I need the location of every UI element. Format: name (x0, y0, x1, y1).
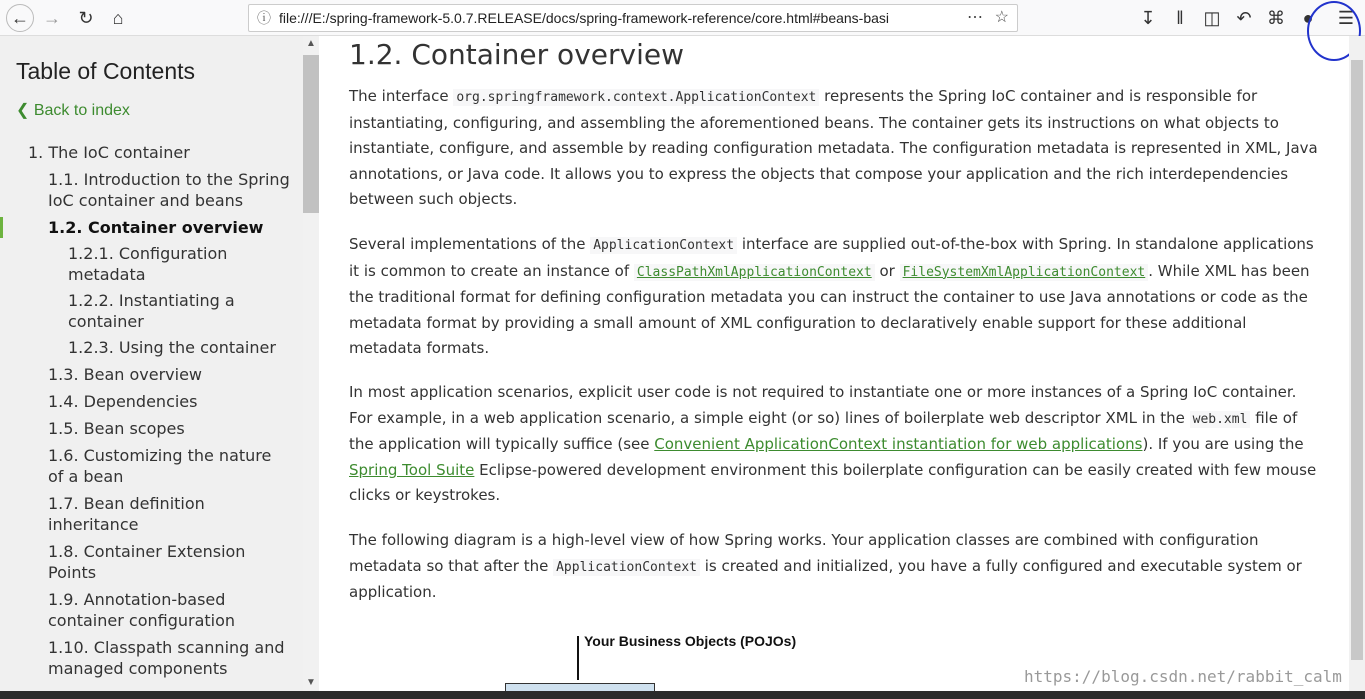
home-icon[interactable]: ⌂ (112, 7, 124, 28)
library-icon[interactable]: ‖ (1176, 7, 1184, 28)
code-link[interactable]: ClassPathXmlApplicationContext (634, 264, 875, 281)
browser-toolbar (0, 0, 1365, 36)
toc-item[interactable]: 1.4. Dependencies (48, 392, 198, 411)
inline-code: web.xml (1190, 411, 1251, 428)
paragraph-3: In most application scenarios, explicit user code is not required to instantiate one or more instances of a Spring IoC container. For example, in a web application scenario, a simple eight (or so) lines of boilerplate web descriptor XML in the web.xml file of the application will typically suffice (see Convenient ApplicationContext instantiation for web applications). If you are using the Spring Tool Suite Eclipse-powered development environment this boilerplate configuration can be easily created with few mouse clicks or keystrokes. (349, 383, 1317, 505)
toc-item[interactable]: 1.2.3. Using the container (68, 338, 276, 357)
toc-item[interactable]: 1.7. Bean definition inheritance (48, 494, 205, 534)
page-scrollbar-thumb[interactable] (1351, 60, 1363, 660)
toc-item[interactable]: 1. The IoC container (28, 143, 190, 162)
diagram-arrow (577, 636, 579, 680)
code-link[interactable]: FileSystemXmlApplicationContext (900, 264, 1149, 281)
toc-sidebar (0, 36, 303, 691)
back-arrow-icon[interactable]: ← (6, 4, 34, 32)
toc-item-active[interactable]: 1.2. Container overview (0, 217, 303, 238)
url-bar[interactable] (248, 4, 1018, 32)
toc-item[interactable]: 1.10. Classpath scanning and managed components (48, 638, 285, 678)
watermark: https://blog.csdn.net/rabbit_calm (1024, 667, 1342, 686)
toc-item[interactable]: 1.2.2. Instantiating a container (68, 291, 235, 331)
sidebar-toggle-icon[interactable]: ◫ (1203, 7, 1221, 28)
download-icon[interactable]: ↧ (1140, 7, 1156, 28)
toc-item[interactable]: 1.8. Container Extension Points (48, 542, 246, 582)
diagram-label: Your Business Objects (POJOs) (584, 633, 797, 649)
inline-code: ApplicationContext (590, 237, 737, 254)
url-text: file:///E:/spring-framework-5.0.7.RELEASE/docs/spring-framework-reference/core.html#beans-basi (279, 10, 890, 26)
toc-item[interactable]: 1.9. Annotation-based container configuration (48, 590, 236, 630)
forward-arrow-icon[interactable]: → (43, 7, 61, 28)
toc-item[interactable]: 1.5. Bean scopes (48, 419, 185, 438)
scroll-up-icon[interactable]: ▲ (306, 38, 316, 49)
toc-item[interactable]: 1.1. Introduction to the Spring IoC container and beans (48, 170, 290, 210)
paragraph-1: The interface org.springframework.context.ApplicationContext represents the Spring IoC container and is responsible for instantiating, configuring, and assembling the aforementioned beans. The container gets its instructions on what objects to instantiate, configure, and assemble by reading configuration metadata. The configuration metadata is represented in XML, Java annotations, or Java code. It allows you to express the objects that compose your application and the rich interdependencies between such objects. (349, 87, 1318, 209)
inline-code: ApplicationContext (553, 559, 700, 576)
section-heading: 1.2. Container overview (349, 38, 684, 71)
sidebar-scrollbar-thumb[interactable] (303, 55, 319, 213)
reload-icon[interactable]: ↻ (78, 7, 94, 28)
chevron-left-icon: ❮ (16, 102, 34, 119)
scroll-down-icon[interactable]: ▼ (306, 677, 316, 688)
menu-icon[interactable]: ☰ (1337, 7, 1355, 28)
toc-title: Table of Contents (16, 58, 196, 84)
extension-icon[interactable]: ● (1302, 7, 1314, 28)
toc-item[interactable]: 1.2.1. Configuration metadata (68, 244, 228, 284)
paragraph-4: The following diagram is a high-level view of how Spring works. Your application classes are combined with configuration metadata so that after the ApplicationContext is created and initialized, you have a fully configured and executable system or application. (349, 531, 1302, 602)
toc-item[interactable]: 1.6. Customizing the nature of a bean (48, 446, 272, 486)
toc-list (0, 142, 303, 679)
spring-tool-suite-link[interactable]: Spring Tool Suite (349, 460, 475, 479)
info-circle-icon[interactable]: ⓘ (257, 10, 271, 26)
taskbar (0, 691, 1365, 699)
back-to-index-link[interactable] (16, 100, 130, 120)
web-app-link[interactable]: Convenient ApplicationContext instantiation for web applications (654, 435, 1143, 454)
ellipsis-icon[interactable]: ⋯ (967, 9, 983, 26)
crop-icon[interactable]: ⌘ (1267, 7, 1285, 28)
toc-item[interactable]: 1.3. Bean overview (48, 365, 202, 384)
inline-code: org.springframework.context.ApplicationContext (453, 89, 819, 106)
paragraph-2: Several implementations of the ApplicationContext interface are supplied out-of-the-box with Spring. In standalone applications it is common to create an instance of ClassPathXmlApplicationContext or FileSystemXmlApplicationContext . While XML has been the traditional format for defining configuration metadata you can instruct the container to use Java annotations or code as the metadata format by providing a small amount of XML configuration to declaratively enable support for these additional metadata formats. (349, 235, 1314, 358)
bookmark-star-icon[interactable]: ☆ (994, 9, 1009, 26)
back-label: Back to index (33, 102, 130, 119)
undo-icon[interactable]: ↶ (1236, 7, 1252, 28)
